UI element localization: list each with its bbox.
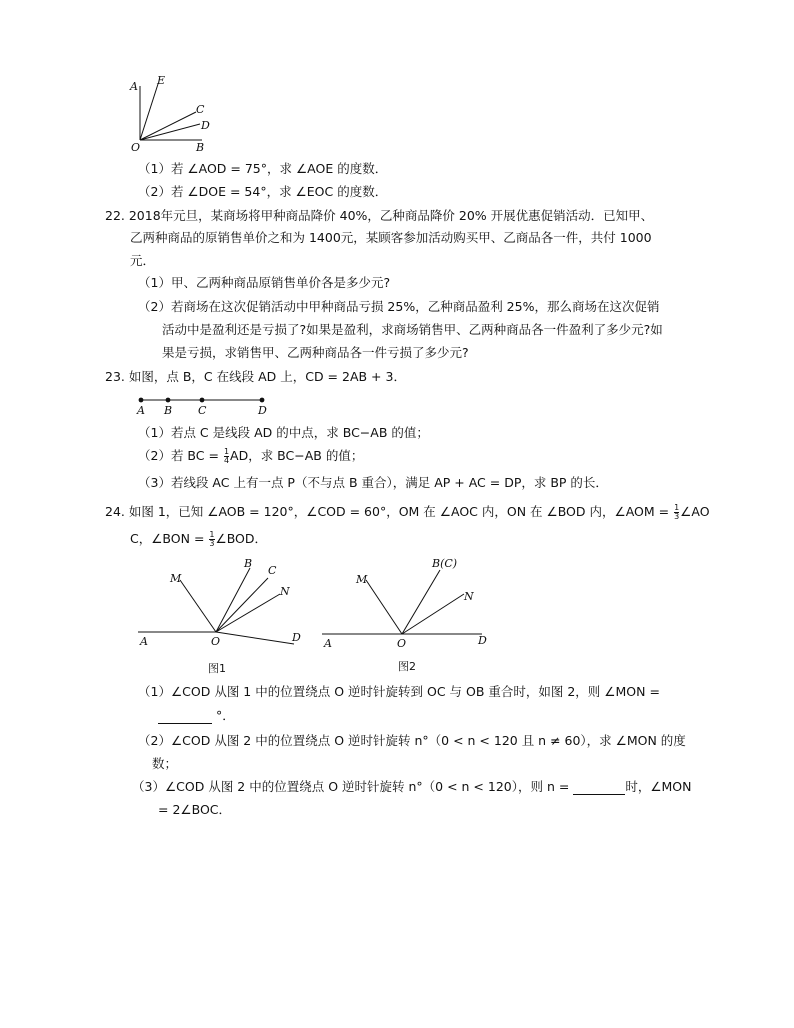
fig1-label-c: C [268,564,277,577]
q23-sub2 [138,448,363,465]
q24-sub3-pre: （3）∠COD 从图 2 中的位置绕点 O 逆时针旋转 n°（0 < n < 120），则 n = [132,779,574,794]
frac-num: 1 [209,530,215,539]
seg-label-c: C [198,404,207,417]
point-d [260,398,265,403]
q24-sub2-line2: 数； [152,756,178,771]
fig1-label-n: N [280,585,290,598]
label-c: C [196,103,205,116]
ray-od [140,124,200,140]
q24-line1-pre: 24. 如图 1，已知 ∠AOB = 120°，∠COD = 60°，OM 在 ∠AOC 内，ON 在 ∠BOD 内，∠AOM = [105,504,674,519]
frac-num: 1 [674,503,680,512]
q24-sub1-line1: （1）∠COD 从图 1 中的位置绕点 O 逆时针旋转到 OC 与 OB 重合时，如图 2，则 ∠MON = [138,684,660,699]
q22-sub1: （1）甲、乙两种商品原销售单价各是多少元? [138,275,391,290]
q22-line2: 乙两种商品的原销售单价之和为 1400元，某顾客参加活动购买甲、乙商品各一件，共付 1000 [130,230,652,245]
q21-sub1: （1）若 ∠AOD = 75°，求 ∠AOE 的度数． [138,161,388,176]
q21-sub2: （2）若 ∠DOE = 54°，求 ∠EOC 的度数． [138,184,388,199]
label-d: D [201,119,210,132]
frac-den: 3 [674,512,680,521]
figure-1 [136,556,316,678]
fraction-one-third-a [674,504,679,521]
q22-sub2-line3: 果是亏损，求销售甲、乙两种商品各一件亏损了多少元? [162,345,469,360]
q23-sub2-pre: （2）若 BC = [138,448,223,463]
q22-sub2-line1: （2）若商场在这次促销活动中甲种商品亏损 25%，乙种商品盈利 25%，那么商场在这次促销 [138,299,660,314]
fig1-label-a: A [140,635,148,648]
q24-sub1-line2-post: °． [215,708,235,723]
q23-sub3: （3）若线段 AC 上有一点 P（不与点 B 重合），满足 AP + AC = DP，求 BP 的长． [138,475,608,490]
q24-sub1-line2 [158,708,235,724]
q24-sub3-post: 时，∠MON [625,779,692,794]
frac-den: 3 [209,539,215,548]
ray-oe [140,84,158,140]
ray-obc [402,570,440,634]
seg-label-d: D [258,404,267,417]
q24-line2-pre: C，∠BON = [130,531,209,546]
fig1-label-m: M [170,572,182,585]
q23-line1: 23. 如图，点 B，C 在线段 AD 上，CD = 2AB + 3． [105,369,406,384]
ray-oc [140,112,196,140]
q24-sub3-line2: = 2∠BOC． [158,802,232,817]
q24-sub3-line1 [132,779,692,795]
q22-sub2-line2: 活动中是盈利还是亏损了?如果是盈利，求商场销售甲、乙两种商品各一件盈利了多少元?如 [162,322,663,337]
figure-2 [318,556,498,678]
q23-sub2-post: AD，求 BC−AB 的值； [230,448,364,463]
point-c [200,398,205,403]
fig1-label-o: O [211,635,221,648]
q23-sub1: （1）若点 C 是线段 AD 的中点，求 BC−AB 的值； [138,425,429,440]
seg-label-b: B [164,404,173,417]
fig2-label-bc: B(C) [432,557,458,570]
frac-den: 4 [223,456,230,465]
point-b [166,398,171,403]
frac-num: 1 [223,447,230,456]
fig2-label-d: D [478,634,487,647]
fraction-one-quarter [224,448,229,465]
fraction-one-third-b [209,531,214,548]
q24-line2-post: ∠BOD． [215,531,268,546]
figure-rays-aoe [126,72,236,154]
label-b: B [196,141,205,154]
label-o: O [131,141,141,154]
q22-line1: 22. 2018年元旦，某商场将甲种商品降价 40%，乙种商品降价 20% 开展优惠促销活动．已知甲、 [105,208,654,223]
fig2-label-m: M [356,573,368,586]
fig1-label-b: B [244,557,253,570]
q24-line2 [130,531,267,548]
ray-om [180,580,216,632]
fig2-label-n: N [464,590,474,603]
fig1-caption: 图1 [208,662,226,675]
q24-line1 [105,504,710,521]
q24-line1-post: ∠AO [680,504,710,519]
q22-line3: 元． [130,253,156,268]
ray-oc [216,578,268,632]
ray-on [402,594,464,634]
fig2-caption: 图2 [398,660,416,673]
label-e: E [157,74,166,87]
fig1-label-d: D [292,631,301,644]
figure-segment-ad [132,392,272,418]
label-a: A [130,80,138,93]
answer-blank-mon[interactable] [158,723,212,724]
ray-od [216,632,294,644]
seg-label-a: A [137,404,145,417]
q24-sub2-line1: （2）∠COD 从图 2 中的位置绕点 O 逆时针旋转 n°（0 < n < 120 且 n ≠ 60），求 ∠MON 的度 [138,733,686,748]
ray-om [366,580,402,634]
fig2-label-o: O [397,637,407,650]
point-a [139,398,144,403]
fig2-label-a: A [324,637,332,650]
answer-blank-n[interactable] [573,794,625,795]
